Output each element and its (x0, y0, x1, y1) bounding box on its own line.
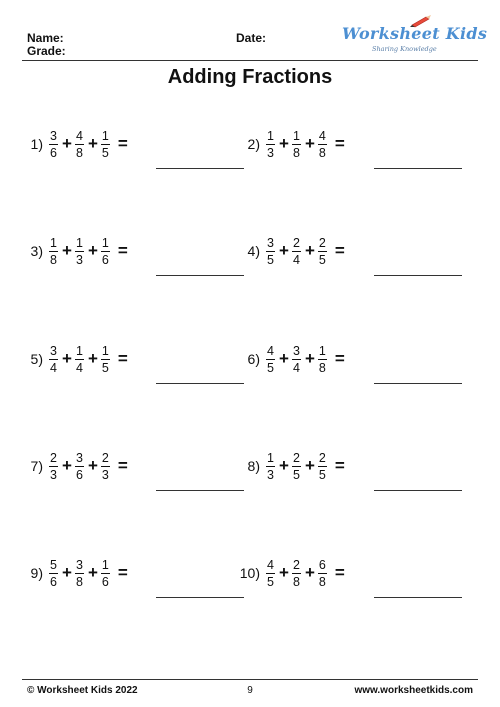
answer-line[interactable] (374, 168, 462, 169)
fraction-bar (292, 359, 301, 360)
fraction-bar (266, 573, 275, 574)
numerator: 4 (267, 343, 274, 358)
fraction (318, 236, 327, 267)
fraction (266, 236, 275, 267)
denominator: 6 (75, 467, 83, 482)
fraction (266, 558, 275, 589)
plus-sign: + (304, 456, 315, 475)
fraction-bar (266, 359, 275, 360)
plus-sign: + (279, 456, 289, 475)
plus-sign: + (62, 134, 72, 153)
denominator: 4 (50, 360, 57, 375)
answer-line[interactable] (374, 383, 462, 384)
answer-line[interactable] (374, 275, 462, 276)
fraction-bar (101, 359, 110, 360)
denominator: 5 (318, 467, 326, 482)
footer-url: www.worksheetkids.com (354, 685, 473, 696)
equals-sign: = (117, 349, 128, 368)
problem-item (236, 444, 345, 488)
denominator: 4 (292, 360, 300, 375)
numerator: 2 (292, 557, 300, 572)
denominator: 8 (75, 574, 83, 589)
denominator: 5 (267, 574, 274, 589)
problem-number: 8) (247, 458, 260, 474)
problem-number: 9) (30, 565, 43, 581)
fraction (318, 344, 327, 375)
fraction-bar (292, 466, 301, 467)
fraction-bar (318, 251, 327, 252)
plus-sign: + (62, 563, 72, 582)
fraction-bar (49, 466, 58, 467)
numerator: 1 (318, 343, 326, 358)
numerator: 2 (318, 450, 326, 465)
problem-item (19, 122, 128, 166)
problem-number: 3) (30, 243, 43, 259)
denominator: 6 (50, 574, 57, 589)
numerator: 2 (101, 450, 109, 465)
problem-item (236, 229, 345, 273)
numerator: 3 (75, 557, 83, 572)
numerator: 1 (101, 557, 109, 572)
header-divider (22, 60, 478, 61)
fraction-bar (75, 251, 84, 252)
answer-line[interactable] (156, 275, 244, 276)
equals-sign: = (334, 134, 345, 153)
answer-line[interactable] (374, 490, 462, 491)
problem-number: 10) (239, 565, 260, 581)
plus-sign: + (304, 134, 315, 153)
numerator: 1 (75, 343, 83, 358)
fraction (75, 236, 84, 267)
fraction-bar (266, 251, 275, 252)
fraction (266, 451, 275, 482)
numerator: 1 (267, 128, 274, 143)
denominator: 8 (318, 145, 326, 160)
denominator: 3 (75, 252, 83, 267)
grade-label: Grade: (27, 44, 66, 58)
fraction (49, 344, 58, 375)
denominator: 5 (318, 252, 326, 267)
denominator: 4 (75, 360, 83, 375)
problem-number: 2) (247, 136, 260, 152)
numerator: 4 (267, 557, 274, 572)
denominator: 6 (50, 145, 57, 160)
problem-item (19, 444, 128, 488)
logo-tagline: Sharing Knowledge (372, 45, 437, 53)
footer-page-number: 9 (247, 685, 253, 696)
equals-sign: = (117, 134, 128, 153)
plus-sign: + (87, 241, 98, 260)
problem-item (236, 122, 345, 166)
plus-sign: + (62, 456, 72, 475)
fraction-bar (266, 144, 275, 145)
problem-item (19, 337, 128, 381)
answer-line[interactable] (156, 383, 244, 384)
fraction (49, 129, 58, 160)
equals-sign: = (334, 349, 345, 368)
fraction (75, 344, 84, 375)
numerator: 3 (75, 450, 83, 465)
fraction (101, 558, 110, 589)
footer-copyright: © Worksheet Kids 2022 (27, 685, 138, 696)
fraction-bar (101, 466, 110, 467)
denominator: 5 (101, 145, 109, 160)
fraction (266, 129, 275, 160)
plus-sign: + (304, 349, 315, 368)
equals-sign: = (117, 241, 128, 260)
numerator: 1 (101, 128, 109, 143)
numerator: 4 (75, 128, 83, 143)
fraction (75, 129, 84, 160)
equals-sign: = (117, 456, 128, 475)
fraction-bar (292, 251, 301, 252)
problem-number: 7) (30, 458, 43, 474)
answer-line[interactable] (156, 168, 244, 169)
fraction (101, 236, 110, 267)
denominator: 8 (292, 145, 300, 160)
numerator: 2 (292, 235, 300, 250)
numerator: 1 (292, 128, 300, 143)
fraction-bar (292, 144, 301, 145)
numerator: 1 (75, 235, 83, 250)
denominator: 3 (101, 467, 109, 482)
fraction-bar (318, 144, 327, 145)
plus-sign: + (279, 134, 289, 153)
fraction (292, 344, 301, 375)
fraction-bar (49, 144, 58, 145)
equals-sign: = (334, 456, 345, 475)
denominator: 8 (50, 252, 57, 267)
date-label: Date: (236, 31, 267, 45)
numerator: 3 (267, 235, 274, 250)
fraction-bar (266, 466, 275, 467)
fraction (49, 558, 58, 589)
denominator: 8 (292, 574, 300, 589)
plus-sign: + (279, 241, 289, 260)
fraction (318, 558, 327, 589)
fraction (101, 129, 110, 160)
denominator: 6 (101, 252, 109, 267)
plus-sign: + (279, 349, 289, 368)
equals-sign: = (334, 241, 345, 260)
numerator: 3 (292, 343, 300, 358)
fraction-bar (292, 573, 301, 574)
problem-item (19, 551, 128, 595)
problem-item (236, 551, 345, 595)
problem-number: 5) (30, 351, 43, 367)
fraction-bar (75, 144, 84, 145)
page-title: Adding Fractions (167, 66, 333, 88)
fraction-bar (49, 251, 58, 252)
fraction (101, 451, 110, 482)
fraction-bar (75, 573, 84, 574)
denominator: 3 (267, 467, 274, 482)
fraction-bar (318, 359, 327, 360)
fraction (292, 129, 301, 160)
fraction (49, 451, 58, 482)
numerator: 2 (50, 450, 57, 465)
fraction-bar (101, 251, 110, 252)
numerator: 4 (318, 128, 326, 143)
name-label: Name: (27, 31, 64, 45)
problem-number: 4) (247, 243, 260, 259)
denominator: 8 (318, 574, 326, 589)
denominator: 8 (318, 360, 326, 375)
fraction-bar (101, 573, 110, 574)
plus-sign: + (87, 456, 98, 475)
numerator: 2 (318, 235, 326, 250)
fraction-bar (75, 466, 84, 467)
problem-item (19, 229, 128, 273)
denominator: 4 (292, 252, 300, 267)
numerator: 1 (267, 450, 274, 465)
denominator: 5 (267, 360, 274, 375)
fraction (101, 344, 110, 375)
plus-sign: + (87, 563, 98, 582)
fraction (318, 451, 327, 482)
denominator: 3 (50, 467, 57, 482)
answer-line[interactable] (156, 490, 244, 491)
plus-sign: + (62, 241, 72, 260)
numerator: 1 (101, 343, 109, 358)
numerator: 3 (50, 343, 57, 358)
fraction (292, 558, 301, 589)
problem-item (236, 337, 345, 381)
numerator: 6 (318, 557, 326, 572)
logo-text: Worksheet Kids (342, 24, 488, 43)
numerator: 1 (101, 235, 109, 250)
denominator: 3 (267, 145, 274, 160)
plus-sign: + (62, 349, 72, 368)
fraction-bar (49, 573, 58, 574)
fraction-bar (318, 573, 327, 574)
fraction-bar (75, 359, 84, 360)
fraction-bar (49, 359, 58, 360)
fraction-bar (101, 144, 110, 145)
logo (342, 14, 488, 58)
problem-number: 6) (247, 351, 260, 367)
fraction (292, 236, 301, 267)
numerator: 1 (50, 235, 57, 250)
denominator: 5 (101, 360, 109, 375)
numerator: 3 (50, 128, 57, 143)
plus-sign: + (304, 563, 315, 582)
denominator: 6 (101, 574, 109, 589)
numerator: 5 (50, 557, 57, 572)
denominator: 8 (75, 145, 83, 160)
fraction (75, 558, 84, 589)
numerator: 2 (292, 450, 300, 465)
fraction (49, 236, 58, 267)
fraction (266, 344, 275, 375)
plus-sign: + (87, 349, 98, 368)
problem-number: 1) (30, 136, 43, 152)
plus-sign: + (304, 241, 315, 260)
denominator: 5 (292, 467, 300, 482)
fraction (75, 451, 84, 482)
fraction (292, 451, 301, 482)
fraction-bar (318, 466, 327, 467)
denominator: 5 (267, 252, 274, 267)
equals-sign: = (334, 563, 345, 582)
footer-divider (22, 679, 478, 680)
answer-line[interactable] (374, 597, 462, 598)
plus-sign: + (279, 563, 289, 582)
answer-line[interactable] (156, 597, 244, 598)
fraction (318, 129, 327, 160)
equals-sign: = (117, 563, 128, 582)
plus-sign: + (87, 134, 98, 153)
